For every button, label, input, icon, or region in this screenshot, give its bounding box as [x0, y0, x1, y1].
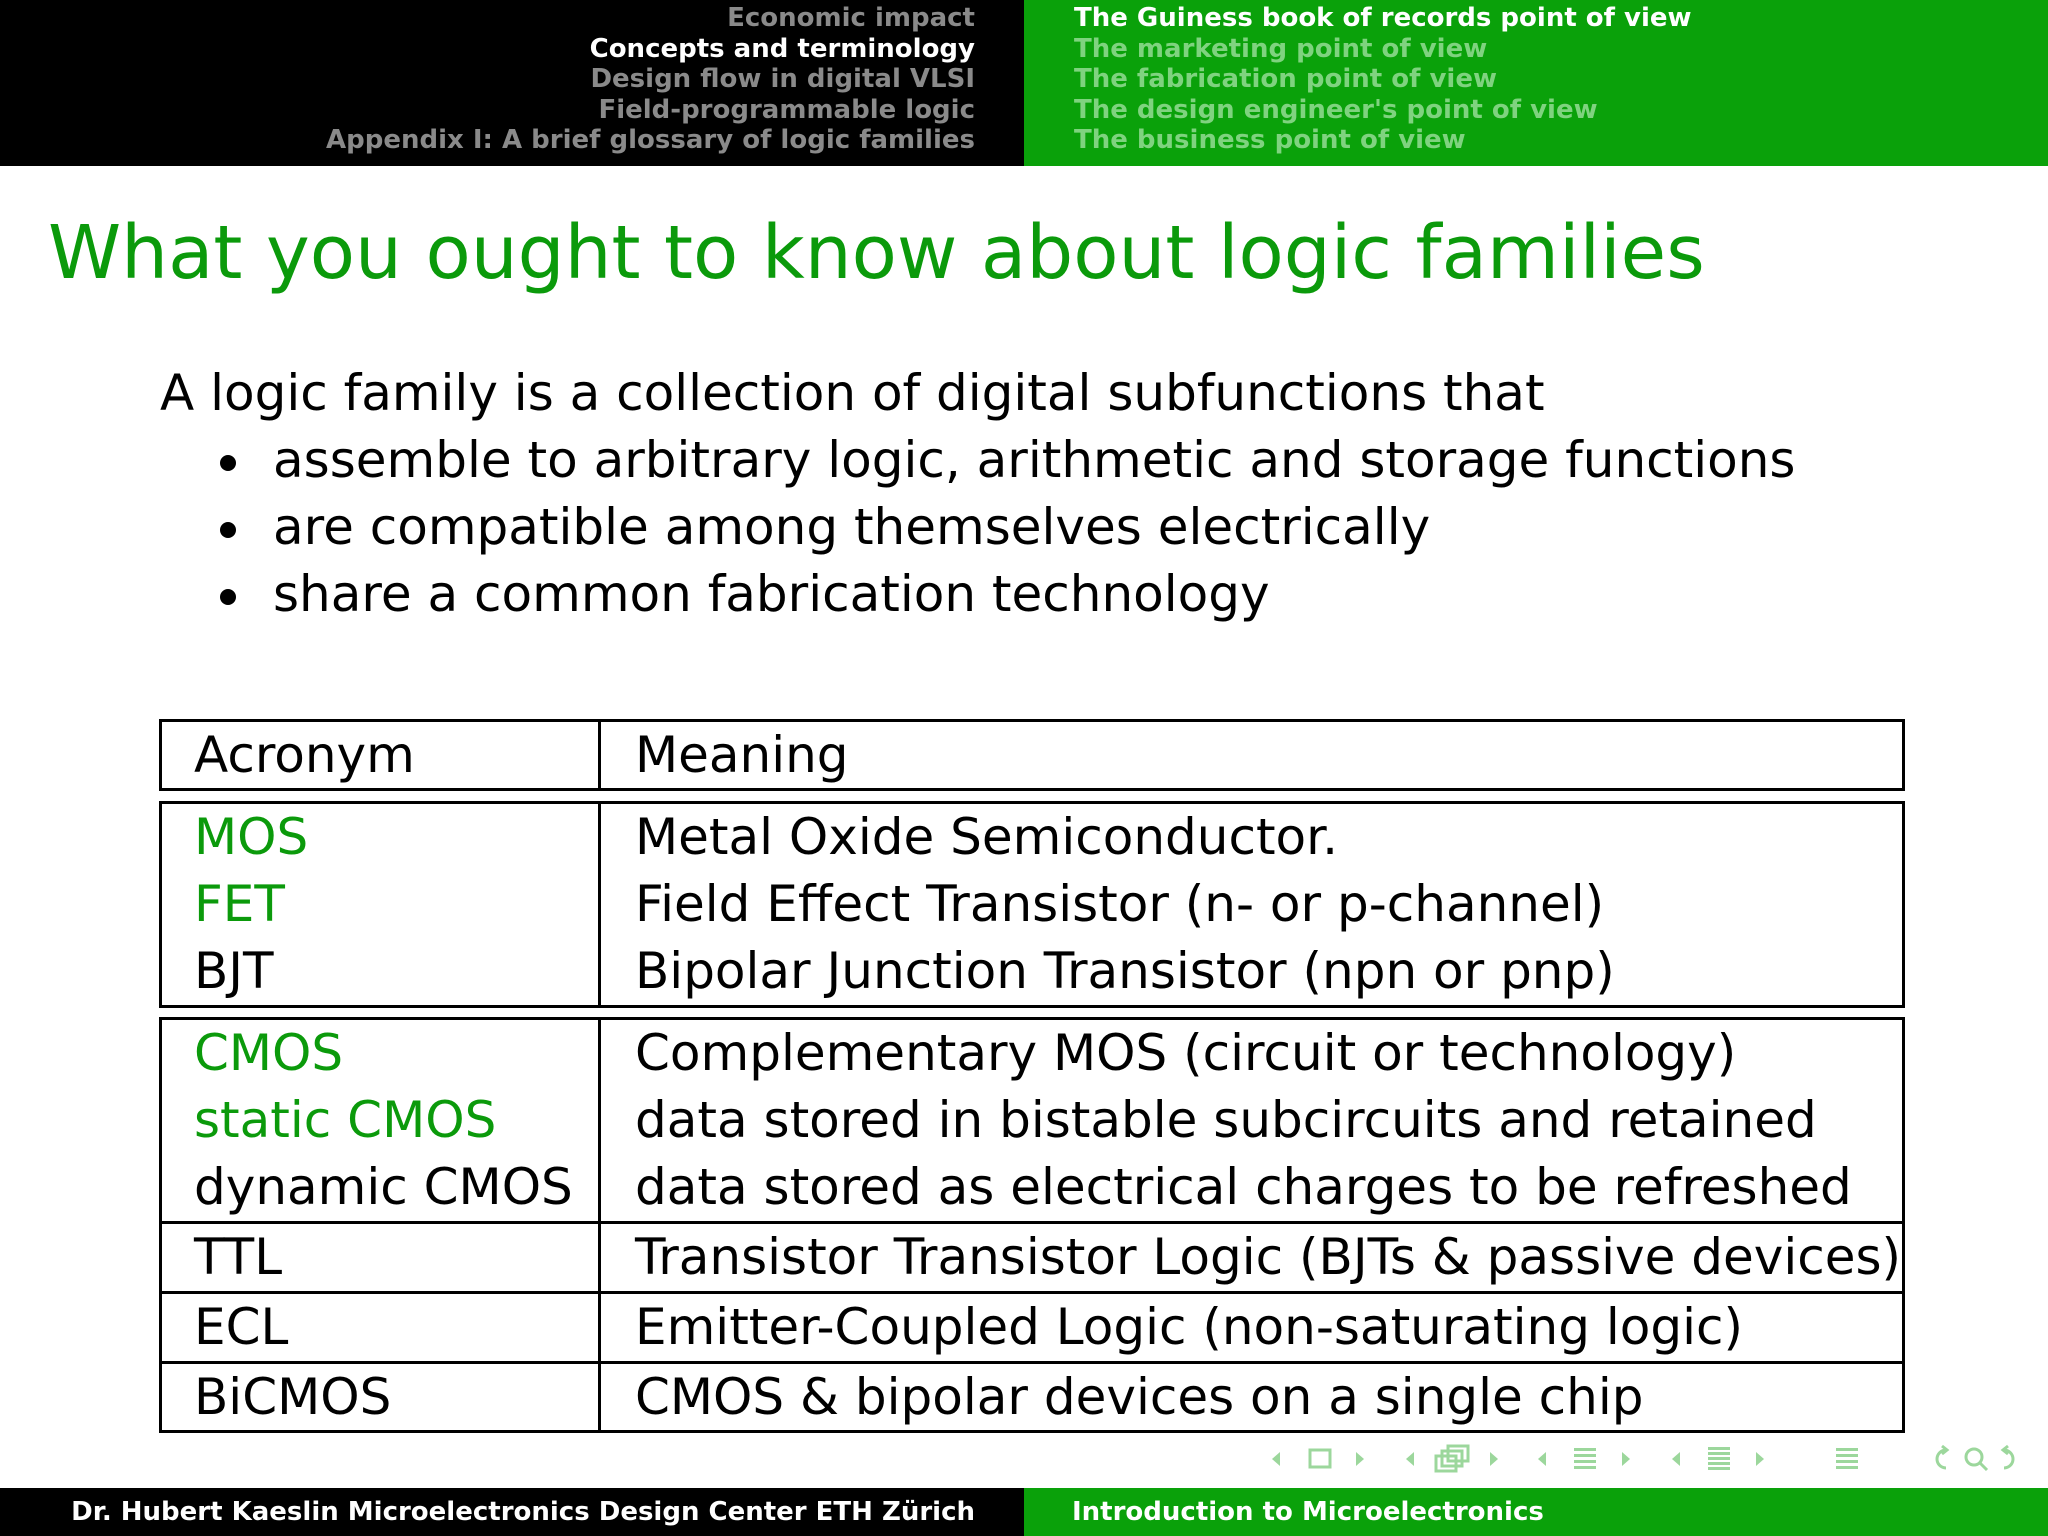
table-group-devices [159, 801, 1905, 1008]
nav-subsection-guiness-book[interactable]: The Guiness book of records point of view [1074, 3, 1692, 33]
nav-subsection-icon[interactable] [1402, 1442, 1502, 1476]
nav-subsection-design-engineer[interactable]: The design engineer's point of view [1074, 94, 1598, 125]
bullet-item [160, 427, 1795, 494]
table-group-ttl [159, 1221, 1905, 1294]
acronym-cell: FET [194, 875, 285, 933]
footer-author: Dr. Hubert Kaeslin Microelectronics Design Center ETH Zürich [71, 1497, 975, 1527]
meaning-cell: Complementary MOS (circuit or technology) [635, 1024, 1737, 1082]
footer-author-bar [0, 1488, 1024, 1536]
slide-title: What you ought to know about logic families [48, 210, 1705, 296]
nav-subsection-business[interactable]: The business point of view [1074, 125, 1466, 155]
meaning-cell: Emitter-Coupled Logic (non-saturating logic) [635, 1298, 1743, 1356]
table-row [162, 1294, 1902, 1361]
meaning-cell: Field Effect Transistor (n- or p-channel) [635, 875, 1605, 933]
table-row [162, 1154, 1902, 1221]
acronym-cell: BJT [194, 942, 274, 1000]
header-acronym: Acronym [194, 726, 415, 784]
acronym-cell: BiCMOS [194, 1368, 392, 1426]
bullet-text: share a common fabrication technology [273, 565, 1270, 623]
bullet-item [160, 494, 1795, 561]
meaning-cell: data stored in bistable subcircuits and retained [635, 1091, 1817, 1149]
nav-frame-icon[interactable] [1268, 1442, 1368, 1476]
bullet-icon [220, 522, 236, 538]
nav-subsection-fabrication[interactable]: The fabrication point of view [1074, 64, 1497, 94]
meaning-cell: CMOS & bipolar devices on a single chip [635, 1368, 1644, 1426]
header-bar [0, 0, 2048, 166]
table-row [162, 1087, 1902, 1154]
nav-presentation-icon[interactable] [1668, 1442, 1768, 1476]
bullet-icon [220, 589, 236, 605]
table-row [162, 938, 1902, 1005]
acronym-cell: CMOS [194, 1024, 344, 1082]
nav-section-icon[interactable] [1534, 1442, 1634, 1476]
bullet-text: assemble to arbitrary logic, arithmetic and storage functions [273, 431, 1796, 489]
bullet-list [160, 427, 1795, 628]
nav-appendix-icon[interactable] [1830, 1442, 1870, 1476]
nav-section-economic-impact[interactable]: Economic impact [727, 3, 975, 33]
meaning-cell: data stored as electrical charges to be refreshed [635, 1158, 1852, 1216]
table-row [162, 804, 1902, 871]
nav-section-design-flow[interactable]: Design flow in digital VLSI [590, 64, 975, 94]
navigation-symbols [1268, 1442, 2028, 1476]
header-meaning: Meaning [635, 726, 849, 784]
acronym-cell: ECL [194, 1298, 289, 1356]
footer-title: Introduction to Microelectronics [1072, 1497, 1544, 1527]
table-group-ecl [159, 1291, 1905, 1364]
table-row [162, 871, 1902, 938]
table-row [162, 1020, 1902, 1087]
nav-subsection-marketing[interactable]: The marketing point of view [1074, 33, 1488, 64]
nav-search-icon[interactable] [1924, 1442, 2024, 1476]
meaning-cell: Transistor Transistor Logic (BJTs & passive devices) [635, 1228, 1902, 1286]
slide-body [160, 360, 1795, 628]
subsection-navigation [1024, 0, 2048, 166]
footer-title-bar [1024, 1488, 2048, 1536]
acronym-cell: TTL [194, 1228, 283, 1286]
table-header [159, 719, 1905, 791]
table-group-bicmos [159, 1361, 1905, 1433]
acronym-cell: MOS [194, 808, 309, 866]
table-group-cmos [159, 1017, 1905, 1224]
bullet-icon [220, 455, 236, 471]
section-navigation [0, 0, 1024, 166]
acronym-cell: dynamic CMOS [194, 1158, 573, 1216]
table-header-row [162, 722, 1902, 788]
meaning-cell: Metal Oxide Semiconductor. [635, 808, 1339, 866]
bullet-text: are compatible among themselves electrically [273, 498, 1431, 556]
bullet-item [160, 561, 1795, 628]
intro-text: A logic family is a collection of digital subfunctions that [160, 364, 1545, 422]
nav-section-field-programmable-logic[interactable]: Field-programmable logic [598, 94, 975, 125]
acronym-cell: static CMOS [194, 1091, 497, 1149]
nav-section-concepts-and-terminology[interactable]: Concepts and terminology [589, 33, 975, 64]
meaning-cell: Bipolar Junction Transistor (npn or pnp) [635, 942, 1615, 1000]
table-row [162, 1364, 1902, 1431]
nav-section-appendix-glossary[interactable]: Appendix I: A brief glossary of logic families [326, 125, 975, 155]
table-row [162, 1224, 1902, 1291]
